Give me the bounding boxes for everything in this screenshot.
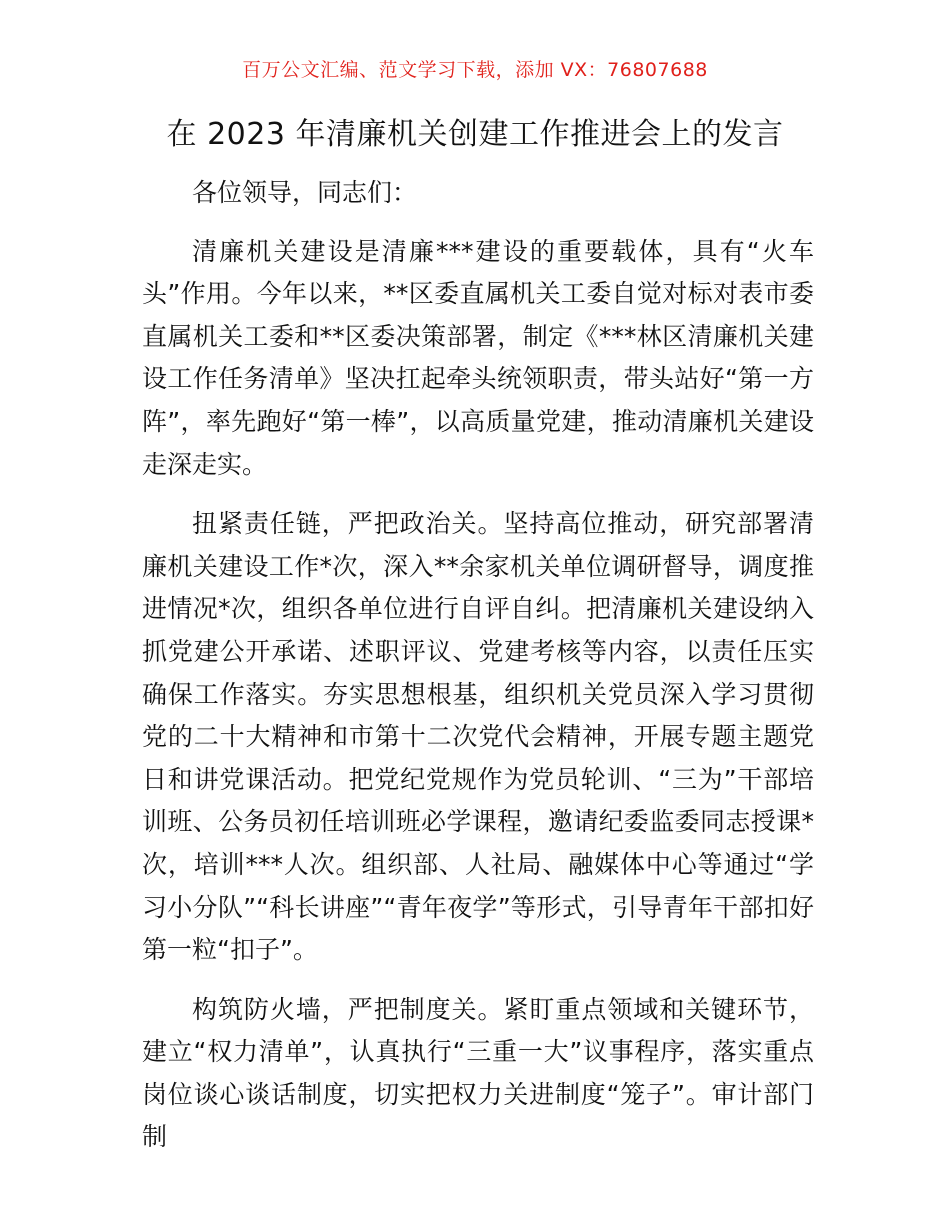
paragraph-firewall: 构筑防火墙，严把制度关。紧盯重点领域和关键环节，建立“权力清单”，认真执行“三重一大”议事程序，落实重点岗位谈心谈话制度，切实把权力关进制度“笼子”。审计部门制 [142,994,814,1152]
document-body [142,172,814,1176]
document-title: 在 2023 年清廉机关创建工作推进会上的发言 [166,117,784,152]
header-banner: 百万公文汇编、范文学习下载，添加 VX：76807688 [242,59,708,81]
paragraph-responsibility: 扭紧责任链，严把政治关。坚持高位推动，研究部署清廉机关建设工作*次，深入**余家机关单位调研督导，调度推进情况*次，组织各单位进行自评自纠。把清廉机关建设纳入抓党建公开承诺、述职评议、党建考核等内容，以责任压实确保工作落实。夯实思想根基，组织机关党员深入学习贯彻党的二十大精神和市第十二次党代会精神，开展专题主题党日和讲党课活动。把党纪党规作为党员轮训、“三为”干部培训班、公务员初任培训班必学课程，邀请纪委监委同志授课*次，培训***人次。组织部、人社局、融媒体中心等通过“学习小分队”“科长讲座”“青年夜学”等形式，引导青年干部扣好第一粒“扣子”。 [142,509,814,965]
paragraph-intro: 清廉机关建设是清廉***建设的重要载体，具有“火车头”作用。今年以来，**区委直属机关工委自觉对标对表市委直属机关工委和**区委决策部署，制定《***林区清廉机关建设工作任务清单》坚决扛起牵头统领职责，带头站好“第一方阵”，率先跑好“第一棒”，以高质量党建，推动清廉机关建设走深走实。 [142,236,814,479]
greeting: 各位领导，同志们： [192,178,418,207]
